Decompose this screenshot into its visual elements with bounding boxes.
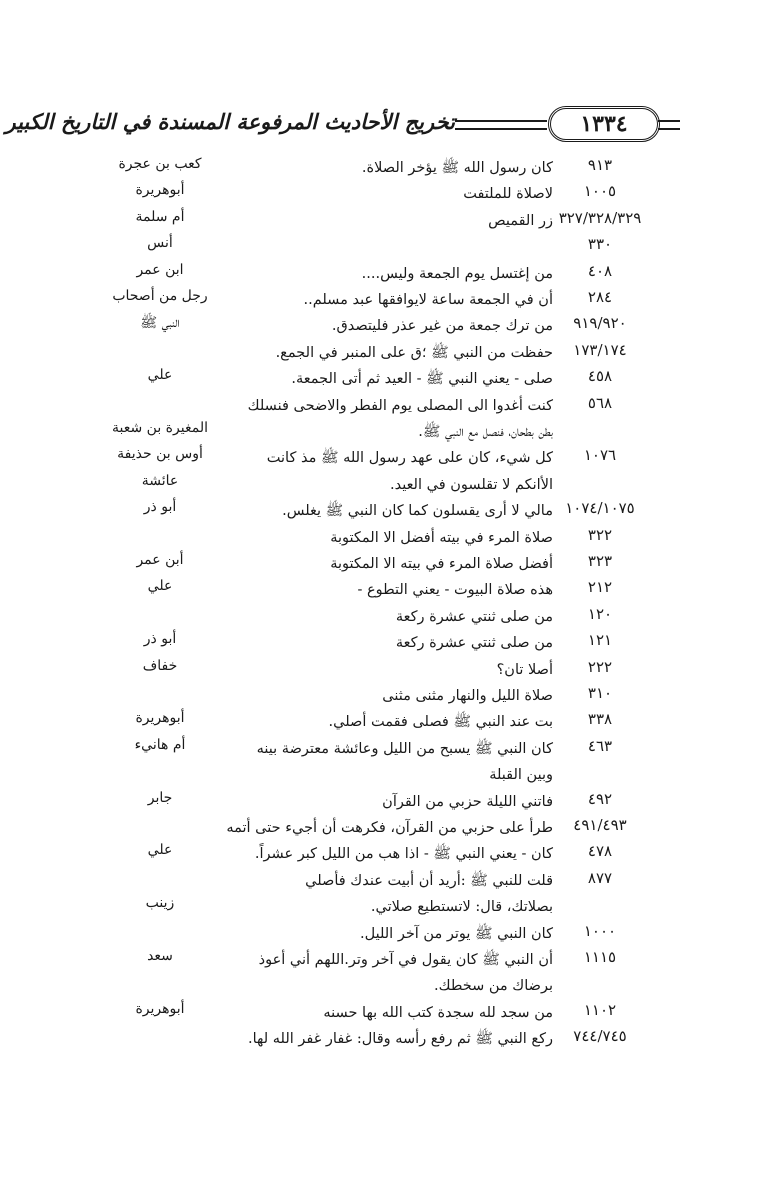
narrator-name: علي [147,842,173,859]
hadith-text: قلت للنبي ﷺ :أريد أن أبيت عندك فأصلي [305,872,553,889]
hadith-number: ٣٢٢ [587,525,613,544]
narrator-name: أنس [147,235,173,252]
hadith-number: ١٠٧٦ [583,446,617,465]
table-row [0,442,765,468]
table-row [0,522,765,548]
narrator-name: أبوهريرة [135,182,185,199]
table-row [0,944,765,970]
table-row [0,548,765,574]
narrator-name: النبي ﷺ [140,315,180,332]
narrator-name: أبو ذر [143,631,177,648]
hadith-text: من صلى ثنتي عشرة ركعة [395,608,553,625]
hadith-number: ١٢٠ [587,604,613,623]
narrator-name: أم هانيء [134,736,186,753]
hadith-text: كان النبي ﷺ يوتر من آخر الليل. [360,925,553,942]
table-row [0,416,765,442]
table-row [0,1023,765,1049]
hadith-text: أن النبي ﷺ كان يقول في آخر وتر.اللهم أني أعوذ [258,952,553,968]
hadith-number: ٥٦٨ [587,393,613,412]
narrator-name: أبو ذر [143,499,177,516]
table-row [0,231,765,257]
hadith-text: الأانكم لا تقلسون في العيد. [389,476,553,493]
table-row [0,495,765,521]
table-row [0,205,765,231]
header-rule [658,120,680,130]
table-row [0,997,765,1023]
hadith-number: ١١١٥ [583,948,617,966]
narrator-name: علي [147,367,173,384]
hadith-number: ٣٣٠ [587,235,613,254]
hadith-text: وبين القبلة [489,767,553,784]
hadith-text: كان النبي ﷺ يسبح من الليل وعائشة معترضة بينه [256,740,553,757]
table-row [0,838,765,864]
narrator-name: أبن عمر [136,552,184,568]
hadith-number: ٢٢٢ [587,657,613,676]
hadith-text: زر القميص [488,212,553,229]
table-row [0,574,765,600]
hadith-number: ٣٣٨ [587,710,613,729]
hadith-number: ٢٨٤ [587,288,613,306]
hadith-text: بت عند النبي ﷺ فصلى فقمت أصلي. [328,714,553,731]
narrator-name: عائشة [141,472,179,489]
table-row [0,178,765,204]
hadith-number: ٤٥٨ [587,367,613,386]
hadith-text: صلى - يعني النبي ﷺ - العيد ثم أتى الجمعة. [291,371,553,388]
table-row [0,865,765,891]
table-row [0,310,765,336]
table-row [0,390,765,416]
hadith-number: ٩١٣ [587,156,613,174]
hadith-number: ٤٦٣ [587,736,613,755]
table-row [0,706,765,732]
hadith-number: ٧٤٤/٧٤٥ [573,1027,627,1046]
narrator-name: ابن عمر [136,261,184,278]
table-row [0,469,765,495]
table-row [0,601,765,627]
hadith-text: ركع النبي ﷺ ثم رفع رأسه وقال: غفار غفر الله لها. [248,1031,553,1048]
table-row [0,363,765,389]
table-row [0,786,765,812]
hadith-number: ٨٧٧ [587,868,613,887]
hadith-number: ٢١٢ [587,578,613,597]
hadith-text: صلاة الليل والنهار مثنى مثنى [382,688,553,704]
hadith-text: صلاة المرء في بيته أفضل الا المكتوبة [330,529,553,546]
hadith-text: مالي لا أرى يقسلون كما كان النبي ﷺ يغلس. [282,503,553,520]
table-row [0,812,765,838]
hadith-text: برضاك من سخطك. [434,978,553,995]
hadith-number: ١٧٣/١٧٤ [573,340,627,359]
hadith-number: ٣٢٣ [587,552,613,570]
hadith-number: ٣٢٧/٣٢٨/٣٢٩ [558,208,642,227]
hadith-text: أفضل صلاة المرء في بيته الا المكتوبة [330,556,553,572]
hadith-text: هذه صلاة البيوت - يعني التطوع - [357,582,553,599]
hadith-number: ٣١٠ [587,684,613,702]
hadith-text: لاصلاة للملتفت [463,186,553,203]
narrator-name: أم سلمة [135,208,185,225]
hadith-text: كل شيء، كان على عهد رسول الله ﷺ مذ كانت [266,450,553,467]
narrator-name: علي [147,578,173,595]
hadith-text: من سجد لله سجدة كتب الله بها حسنه [323,1004,553,1021]
hadith-text: بطن بطحان، فنصل مع النبي ﷺ. [418,424,553,440]
narrator-name: زينب [145,895,175,912]
hadith-text: كان - يعني النبي ﷺ - اذا هب من الليل كبر عشراً. [254,846,553,863]
hadith-number: ١٢١ [587,631,613,650]
running-title: تخريج الأحاديث المرفوعة المسندة في التاريخ الكبير [5,109,455,134]
hadith-text: طرأ على حزبي من القرآن، فكرهت أن أجيء حتى أتمه [226,820,553,836]
table-row [0,918,765,944]
hadith-text: فاتني الليلة حزبي من القرآن [382,793,553,810]
narrator-name: جابر [147,789,173,806]
table-row [0,654,765,680]
hadith-text: كان رسول الله ﷺ يؤخر الصلاة. [361,160,553,176]
narrator-name: أبوهريرة [135,1000,185,1017]
hadith-number: ١٠٠٠ [583,921,617,940]
table-row [0,152,765,178]
table-row [0,891,765,917]
page-header [5,103,680,149]
hadith-text: من صلى ثنتي عشرة ركعة [395,635,553,652]
hadith-text: بصلاتك، قال: لاتستطيع صلاتي. [370,899,553,916]
narrator-name: كعب بن عجرة [118,156,202,172]
hadith-number: ٤٩٢ [587,789,613,808]
table-row [0,627,765,653]
hadith-number: ١٠٧٤/١٠٧٥ [565,499,635,518]
narrator-name: خفاف [142,657,178,674]
table-row [0,258,765,284]
narrator-name: المغيرة بن شعبة [112,420,208,436]
table-row [0,337,765,363]
hadith-text: أن في الجمعة ساعة لايوافقها عبد مسلم.. [303,292,553,308]
table-row [0,759,765,785]
narrator-name: رجل من أصحاب [112,288,208,304]
hadith-text: من ترك جمعة من غير عذر فليتصدق. [331,318,553,335]
hadith-number: ٤٩١/٤٩٣ [573,816,627,834]
hadith-text: من إغتسل يوم الجمعة وليس.... [361,265,553,282]
hadith-text: حفظت من النبي ﷺ ؛ق على المنبر في الجمع. [275,344,553,361]
hadith-text: أصلا تان؟ [496,661,553,678]
hadith-text: كنت أغدوا الى المصلى يوم الفطر والاضحى فنسلك [247,397,553,414]
narrator-name: أبوهريرة [135,710,185,727]
hadith-number: ١٠٠٥ [583,182,617,201]
table-row [0,680,765,706]
hadith-number: ٤٠٨ [587,261,613,280]
narrator-name: سعد [147,948,173,964]
page-number: ١٣٣٤ [580,111,628,137]
hadith-number: ٤٧٨ [587,842,613,861]
table-row [0,284,765,310]
page-number-badge [548,106,660,142]
narrator-name: أوس بن حذيفة [117,446,203,463]
hadith-number: ٩١٩/٩٢٠ [573,314,627,333]
table-row [0,970,765,996]
table-row [0,733,765,759]
header-rule [455,120,547,130]
hadith-number: ١١٠٢ [583,1000,617,1019]
